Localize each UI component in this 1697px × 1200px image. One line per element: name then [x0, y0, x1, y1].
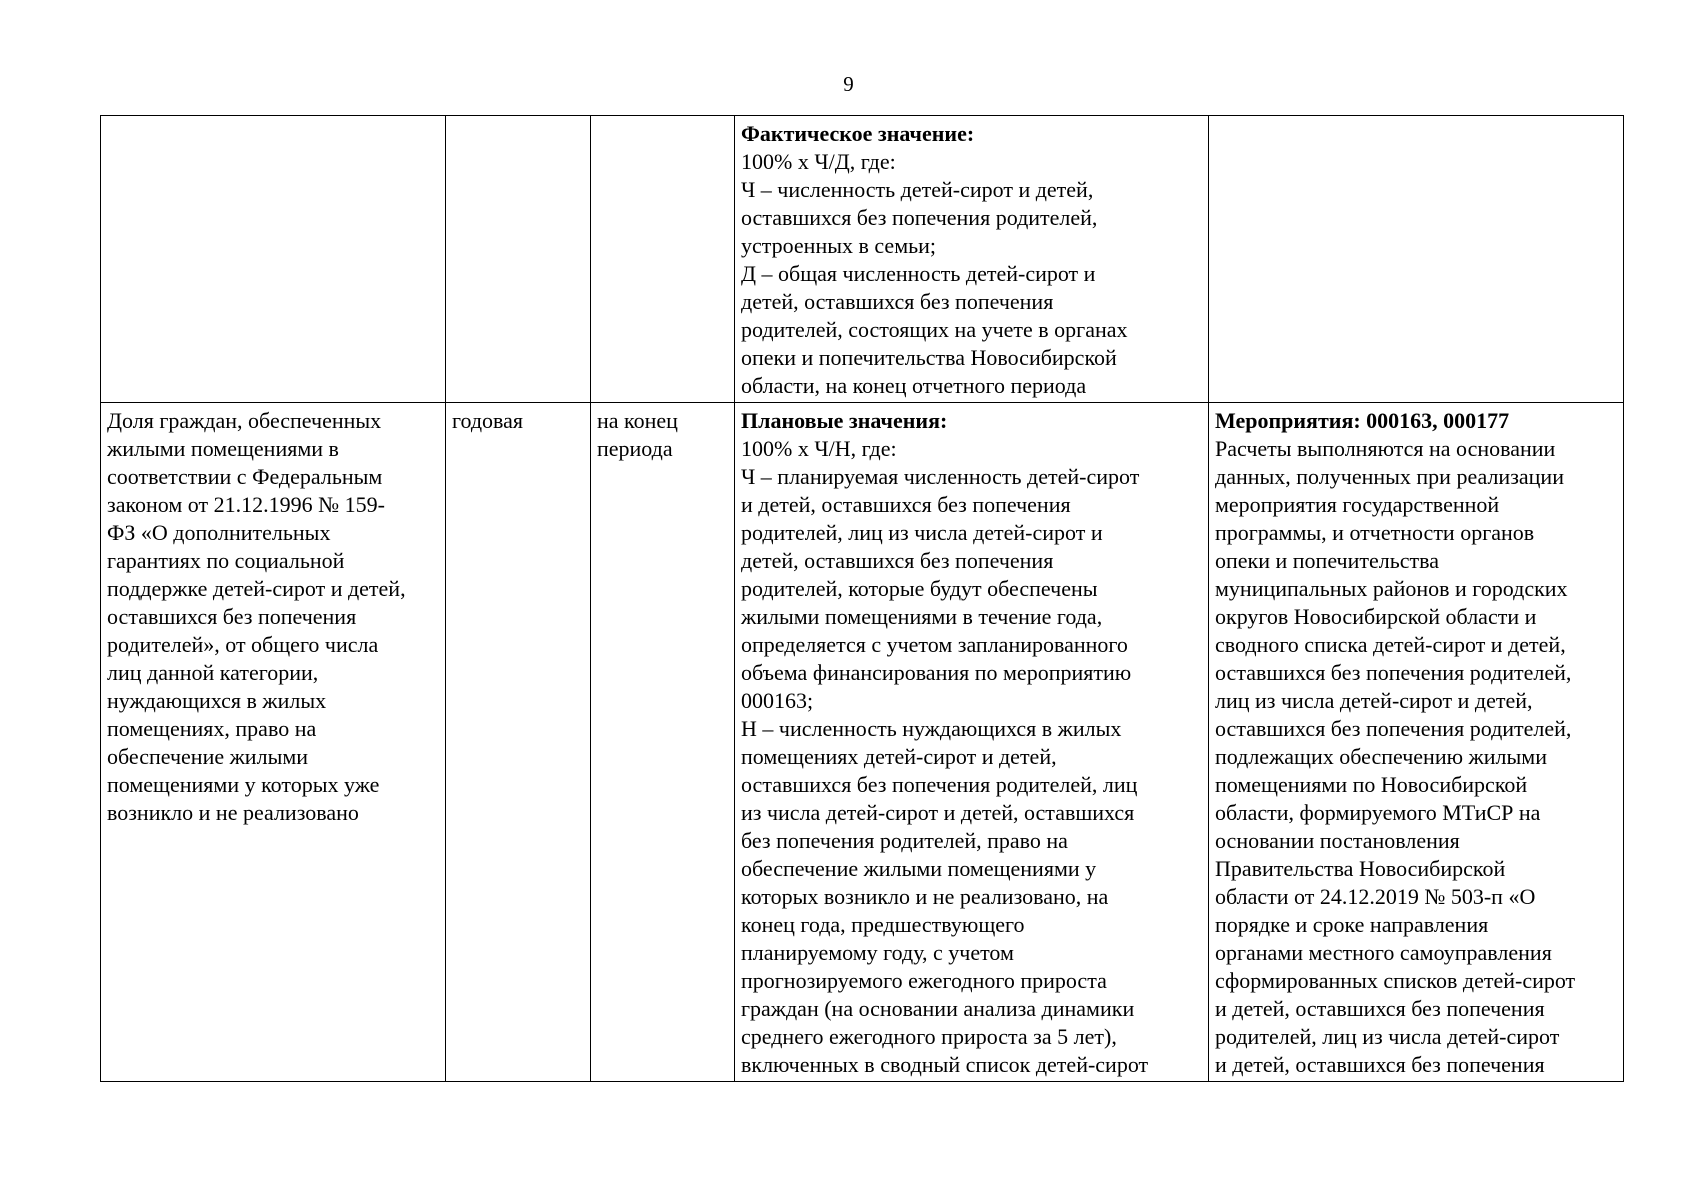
text-line: включенных в сводный список детей-сирот [741, 1052, 1149, 1077]
text-line: Правительства Новосибирской [1215, 856, 1506, 881]
text-line: устроенных в семьи; [741, 233, 937, 258]
data-source-cell [1209, 116, 1624, 403]
data-source-cell [1209, 403, 1624, 1082]
text-line: оставшихся без попечения родителей, лиц [741, 772, 1138, 797]
text-line: родителей, лиц из числа детей-сирот [1215, 1024, 1560, 1049]
text-line: планируемому году, с учетом [741, 940, 1014, 965]
text-line: родителей», от общего числа [107, 632, 379, 657]
text-line: возникло и не реализовано [107, 800, 359, 825]
text-line: Расчеты выполняются на основании [1215, 436, 1556, 461]
text-line: помещениями по Новосибирской [1215, 772, 1528, 797]
text-line: порядке и сроке направления [1215, 912, 1489, 937]
text-line: сводного списка детей-сирот и детей, [1215, 632, 1566, 657]
text-line: органами местного самоуправления [1215, 940, 1552, 965]
text-line: 100% х Ч/Н, где: [741, 436, 897, 461]
text-line: программы, и отчетности органов [1215, 520, 1535, 545]
text-line: оставшихся без попечения родителей, [741, 205, 1098, 230]
text-line: оставшихся без попечения [107, 604, 357, 629]
text-line: родителей, лиц из числа детей-сирот и [741, 520, 1103, 545]
text-line: жилыми помещениями в течение года, [741, 604, 1103, 629]
text-line: и детей, оставшихся без попечения [741, 492, 1071, 517]
text-line: данных, полученных при реализации [1215, 464, 1564, 489]
text-line: родителей, которые будут обеспечены [741, 576, 1098, 601]
text-line: оставшихся без попечения родителей, [1215, 660, 1572, 685]
indicator-name-cell [101, 403, 446, 1082]
calculation-heading: Плановые значения: [741, 408, 948, 433]
text-line: сформированных списков детей-сирот [1215, 968, 1576, 993]
text-line: нуждающихся в жилых [107, 688, 327, 713]
text-line: опеки и попечительства [1215, 548, 1440, 573]
text-line: округов Новосибирской области и [1215, 604, 1537, 629]
text-line: помещениях детей-сирот и детей, [741, 744, 1057, 769]
calculation-method-cell [735, 403, 1209, 1082]
page-number: 9 [843, 72, 854, 96]
text-line: мероприятия государственной [1215, 492, 1500, 517]
text-line: области от 24.12.2019 № 503-п «О [1215, 884, 1536, 909]
text-line: ФЗ «О дополнительных [107, 520, 331, 545]
text-line: определяется с учетом запланированного [741, 632, 1128, 657]
text-line: помещениями у которых уже [107, 772, 380, 797]
text-line: среднего ежегодного прироста за 5 лет), [741, 1024, 1117, 1049]
table-row [101, 403, 1624, 1082]
text-line: Ч – численность детей-сирот и детей, [741, 177, 1094, 202]
periodicity-cell [446, 403, 591, 1082]
text-line: Ч – планируемая численность детей-сирот [741, 464, 1140, 489]
text-line: жилыми помещениями в [107, 436, 339, 461]
indicator-table [100, 115, 1624, 1082]
text-line: основании постановления [1215, 828, 1460, 853]
text-line: оставшихся без попечения родителей, [1215, 716, 1572, 741]
table-row [101, 116, 1624, 403]
text-line: законом от 21.12.1996 № 159- [107, 492, 385, 517]
indicator-name-cell [101, 116, 446, 403]
calculation-method-cell [735, 116, 1209, 403]
text-line: Н – численность нуждающихся в жилых [741, 716, 1122, 741]
text-line: из числа детей-сирот и детей, оставшихся [741, 800, 1135, 825]
text-line: объема финансирования по мероприятию [741, 660, 1132, 685]
text-line: опеки и попечительства Новосибирской [741, 345, 1117, 370]
text-line: области, формируемого МТиСР на [1215, 800, 1541, 825]
text-line: родителей, состоящих на учете в органах [741, 317, 1128, 342]
text-line: без попечения родителей, право на [741, 828, 1068, 853]
text-line: помещениях, право на [107, 716, 317, 741]
text-line: конец года, предшествующего [741, 912, 1025, 937]
text-line: и детей, оставшихся без попечения [1215, 996, 1545, 1021]
text-line: лиц данной категории, [107, 660, 319, 685]
periodicity-cell [446, 116, 591, 403]
text-line: детей, оставшихся без попечения [741, 548, 1054, 573]
period-type-cell [591, 116, 735, 403]
text-line: соответствии с Федеральным [107, 464, 383, 489]
text-line: детей, оставшихся без попечения [741, 289, 1054, 314]
text-line: и детей, оставшихся без попечения [1215, 1052, 1545, 1077]
text-line: обеспечение жилыми помещениями у [741, 856, 1097, 881]
text-line: которых возникло и не реализовано, на [741, 884, 1109, 909]
calculation-heading: Фактическое значение: [741, 121, 975, 146]
text-line: Доля граждан, обеспеченных [107, 408, 382, 433]
text-line: 100% х Ч/Д, где: [741, 149, 896, 174]
text-line: лиц из числа детей-сирот и детей, [1215, 688, 1533, 713]
text-line: 000163; [741, 688, 814, 713]
text-line: годовая [452, 408, 524, 433]
text-line: подлежащих обеспечению жилыми [1215, 744, 1547, 769]
text-line: на конец [597, 408, 678, 433]
text-line: гарантиях по социальной [107, 548, 345, 573]
text-line: области, на конец отчетного периода [741, 373, 1087, 398]
text-line: обеспечение жилыми [107, 744, 309, 769]
text-line: поддержке детей-сирот и детей, [107, 576, 406, 601]
text-line: муниципальных районов и городских [1215, 576, 1568, 601]
period-type-cell [591, 403, 735, 1082]
text-line: периода [597, 436, 673, 461]
text-line: граждан (на основании анализа динамики [741, 996, 1135, 1021]
text-line: прогнозируемого ежегодного прироста [741, 968, 1107, 993]
text-line: Д – общая численность детей-сирот и [741, 261, 1096, 286]
data-source-heading: Мероприятия: 000163, 000177 [1215, 408, 1510, 433]
